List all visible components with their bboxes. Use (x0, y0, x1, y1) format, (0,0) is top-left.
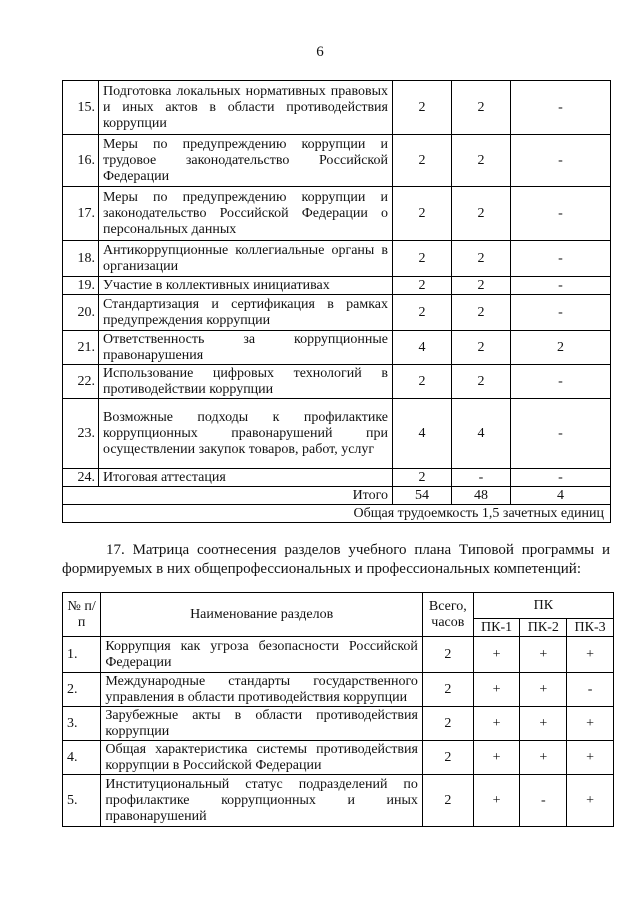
section-name: Возможные подходы к профилактике коррупционных правонарушений при осуществлении закупок товаров, работ, услуг (99, 399, 393, 469)
table-row (63, 331, 611, 365)
lecture-hours: 2 (452, 135, 511, 187)
section-name: Общая характеристика системы противодействия коррупции в Российской Федерации (101, 741, 423, 775)
competency-matrix-table (62, 592, 614, 827)
lecture-hours: 2 (452, 295, 511, 331)
table-row (63, 741, 614, 775)
pk1-mark: + (473, 741, 520, 775)
section-name: Ответственность за коррупционные правонарушения (99, 331, 393, 365)
row-number: 20. (63, 295, 99, 331)
total-hours: 2 (393, 187, 452, 241)
header-pk2: ПК-2 (520, 619, 567, 637)
row-number: 17. (63, 187, 99, 241)
hours: 2 (422, 775, 473, 827)
total-hours: 2 (393, 469, 452, 487)
lecture-hours: 2 (452, 187, 511, 241)
total-label: Итого (63, 487, 393, 505)
section-17-paragraph: 17. Матрица соотнесения разделов учебного плана Типовой программы и формируемых в них общепрофессиональных и профессиональных компетенций: (62, 542, 610, 577)
row-number: 22. (63, 365, 99, 399)
table-row (63, 241, 611, 277)
lecture-hours: 2 (452, 81, 511, 135)
total-hours: 2 (393, 295, 452, 331)
hours: 2 (422, 707, 473, 741)
section-name: Международные стандарты государственного управления в области противодействия коррупции (101, 673, 423, 707)
table-row (63, 135, 611, 187)
total-hours: 2 (393, 277, 452, 295)
section-name: Подготовка локальных нормативных правовых и иных актов в области противодействия коррупции (99, 81, 393, 135)
lecture-hours-sum: 48 (452, 487, 511, 505)
practice-hours: - (511, 365, 611, 399)
page-number: 6 (316, 44, 324, 60)
practice-hours: - (511, 295, 611, 331)
total-hours-sum: 54 (393, 487, 452, 505)
row-number: 21. (63, 331, 99, 365)
hours: 2 (422, 741, 473, 775)
table-row (63, 469, 611, 487)
row-number: 15. (63, 81, 99, 135)
practice-hours: - (511, 399, 611, 469)
pk2-mark: + (520, 741, 567, 775)
practice-hours: 2 (511, 331, 611, 365)
table-row (63, 81, 611, 135)
header-row (63, 593, 614, 619)
lecture-hours: 2 (452, 277, 511, 295)
hours-table (62, 80, 611, 523)
pk1-mark: + (473, 673, 520, 707)
table-row (63, 673, 614, 707)
header-pk1: ПК-1 (473, 619, 520, 637)
pk3-mark: + (567, 775, 614, 827)
pk2-mark: + (520, 637, 567, 673)
table-row (63, 707, 614, 741)
table-row (63, 295, 611, 331)
total-hours: 2 (393, 135, 452, 187)
lecture-hours: 2 (452, 241, 511, 277)
section-name: Стандартизация и сертификация в рамках предупреждения коррупции (99, 295, 393, 331)
lecture-hours: - (452, 469, 511, 487)
pk1-mark: + (473, 775, 520, 827)
table-row (63, 277, 611, 295)
row-number: 24. (63, 469, 99, 487)
header-hours: Всего, часов (422, 593, 473, 637)
pk3-mark: - (567, 673, 614, 707)
practice-hours: - (511, 469, 611, 487)
lecture-hours: 2 (452, 331, 511, 365)
header-name: Наименование разделов (101, 593, 423, 637)
table-row (63, 775, 614, 827)
row-number: 23. (63, 399, 99, 469)
practice-hours: - (511, 277, 611, 295)
hours: 2 (422, 637, 473, 673)
section-name: Итоговая аттестация (99, 469, 393, 487)
section-name: Меры по предупреждению коррупции и трудовое законодательство Российской Федерации (99, 135, 393, 187)
header-pk3: ПК-3 (567, 619, 614, 637)
section-name: Зарубежные акты в области противодействия коррупции (101, 707, 423, 741)
row-number: 3. (63, 707, 101, 741)
total-hours: 4 (393, 331, 452, 365)
table-row (63, 187, 611, 241)
section-name: Антикоррупционные коллегиальные органы в организации (99, 241, 393, 277)
table-row (63, 637, 614, 673)
pk3-mark: + (567, 707, 614, 741)
lecture-hours: 2 (452, 365, 511, 399)
pk2-mark: + (520, 707, 567, 741)
pk1-mark: + (473, 637, 520, 673)
row-number: 1. (63, 637, 101, 673)
summary-row (63, 505, 611, 523)
total-row (63, 487, 611, 505)
header-num: № п/п (63, 593, 101, 637)
section-name: Коррупция как угроза безопасности Российской Федерации (101, 637, 423, 673)
pk3-mark: + (567, 637, 614, 673)
row-number: 2. (63, 673, 101, 707)
pk2-mark: + (520, 673, 567, 707)
practice-hours-sum: 4 (511, 487, 611, 505)
practice-hours: - (511, 135, 611, 187)
total-hours: 4 (393, 399, 452, 469)
credits-summary: Общая трудоемкость 1,5 зачетных единиц (63, 505, 611, 523)
section-name: Институциональный статус подразделений по профилактике коррупционных и иных правонарушений (101, 775, 423, 827)
pk1-mark: + (473, 707, 520, 741)
section-name: Меры по предупреждению коррупции и законодательство Российской Федерации о персональных данных (99, 187, 393, 241)
row-number: 16. (63, 135, 99, 187)
pk3-mark: + (567, 741, 614, 775)
table-row (63, 399, 611, 469)
practice-hours: - (511, 241, 611, 277)
lecture-hours: 4 (452, 399, 511, 469)
practice-hours: - (511, 187, 611, 241)
row-number: 5. (63, 775, 101, 827)
total-hours: 2 (393, 81, 452, 135)
total-hours: 2 (393, 365, 452, 399)
total-hours: 2 (393, 241, 452, 277)
table-row (63, 365, 611, 399)
section-name: Использование цифровых технологий в противодействии коррупции (99, 365, 393, 399)
pk2-mark: - (520, 775, 567, 827)
row-number: 19. (63, 277, 99, 295)
section-name: Участие в коллективных инициативах (99, 277, 393, 295)
row-number: 4. (63, 741, 101, 775)
practice-hours: - (511, 81, 611, 135)
hours: 2 (422, 673, 473, 707)
header-pk: ПК (473, 593, 613, 619)
row-number: 18. (63, 241, 99, 277)
